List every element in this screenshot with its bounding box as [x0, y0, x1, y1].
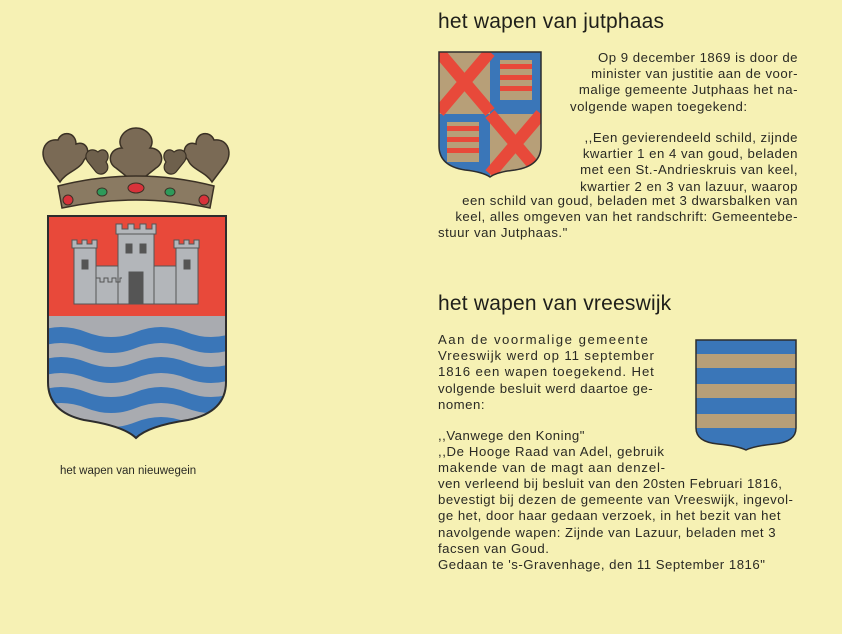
- crown-icon: [43, 128, 229, 208]
- nieuwegein-caption: het wapen van nieuwegein: [60, 465, 197, 477]
- text-line: Gedaan te 's-Gravenhage, den 11 September 1816": [438, 557, 766, 573]
- vreeswijk-coat-of-arms: [694, 338, 798, 452]
- text-line: met een St.-Andrieskruis van keel,: [580, 162, 798, 178]
- text-line: kwartier 2 en 3 van lazuur, waarop: [580, 178, 798, 194]
- text-line: nomen:: [438, 396, 485, 412]
- vreeswijk-decree: [438, 428, 674, 477]
- text-line: Aan de voormalige gemeente: [438, 332, 650, 347]
- jutphaas-heading: het wapen van jutphaas: [438, 10, 665, 33]
- text-line: kwartier 1 en 4 van goud, beladen: [582, 146, 798, 162]
- text-line: ,,Een gevierendeeld schild, zijnde: [584, 130, 798, 145]
- text-line: ,,De Hooge Raad van Adel, gebruik: [438, 444, 665, 460]
- text-line: Vreeswijk werd op 11 september: [438, 348, 655, 364]
- jutphaas-quote: [556, 130, 798, 195]
- text-line: ge het, door haar gedaan verzoek, in het bezit van het: [438, 508, 781, 524]
- text-line: stuur van Jutphaas.": [438, 225, 568, 241]
- text-line: keel, alles omgeven van het randschrift: Gemeentebe-: [455, 209, 798, 225]
- jutphaas-intro: [556, 50, 798, 115]
- text-line: Op 9 december 1869 is door de: [598, 50, 798, 65]
- text-line: bevestigt bij dezen de gemeente van Vreeswijk, ingevol-: [438, 492, 794, 508]
- text-line: ,,Vanwege den Koning": [438, 428, 585, 443]
- nieuwegein-coat-of-arms: [36, 126, 236, 442]
- text-line: volgende besluit werd daartoe ge-: [438, 380, 654, 396]
- text-line: een schild van goud, beladen met 3 dwarsbalken van: [462, 193, 798, 208]
- text-line: ven verleend bij besluit van den 20sten Februari 1816,: [438, 476, 783, 491]
- vreeswijk-intro: [438, 332, 674, 413]
- text-line: facsen van Goud.: [438, 540, 550, 556]
- text-line: 1816 een wapen toegekend. Het: [438, 364, 655, 380]
- text-line: navolgende wapen: Zijnde van Lazuur, beladen met 3: [438, 524, 777, 540]
- jutphaas-coat-of-arms: [437, 50, 543, 178]
- text-line: malige gemeente Jutphaas het na-: [578, 82, 798, 98]
- text-line: makende van de magt aan denzel-: [438, 460, 666, 476]
- text-line: volgende wapen toegekend:: [570, 98, 748, 114]
- jutphaas-quote-continued: [438, 193, 798, 242]
- text-line: minister van justitie aan de voor-: [591, 66, 798, 82]
- vreeswijk-heading: het wapen van vreeswijk: [438, 292, 672, 315]
- vreeswijk-decree-continued: [438, 476, 800, 573]
